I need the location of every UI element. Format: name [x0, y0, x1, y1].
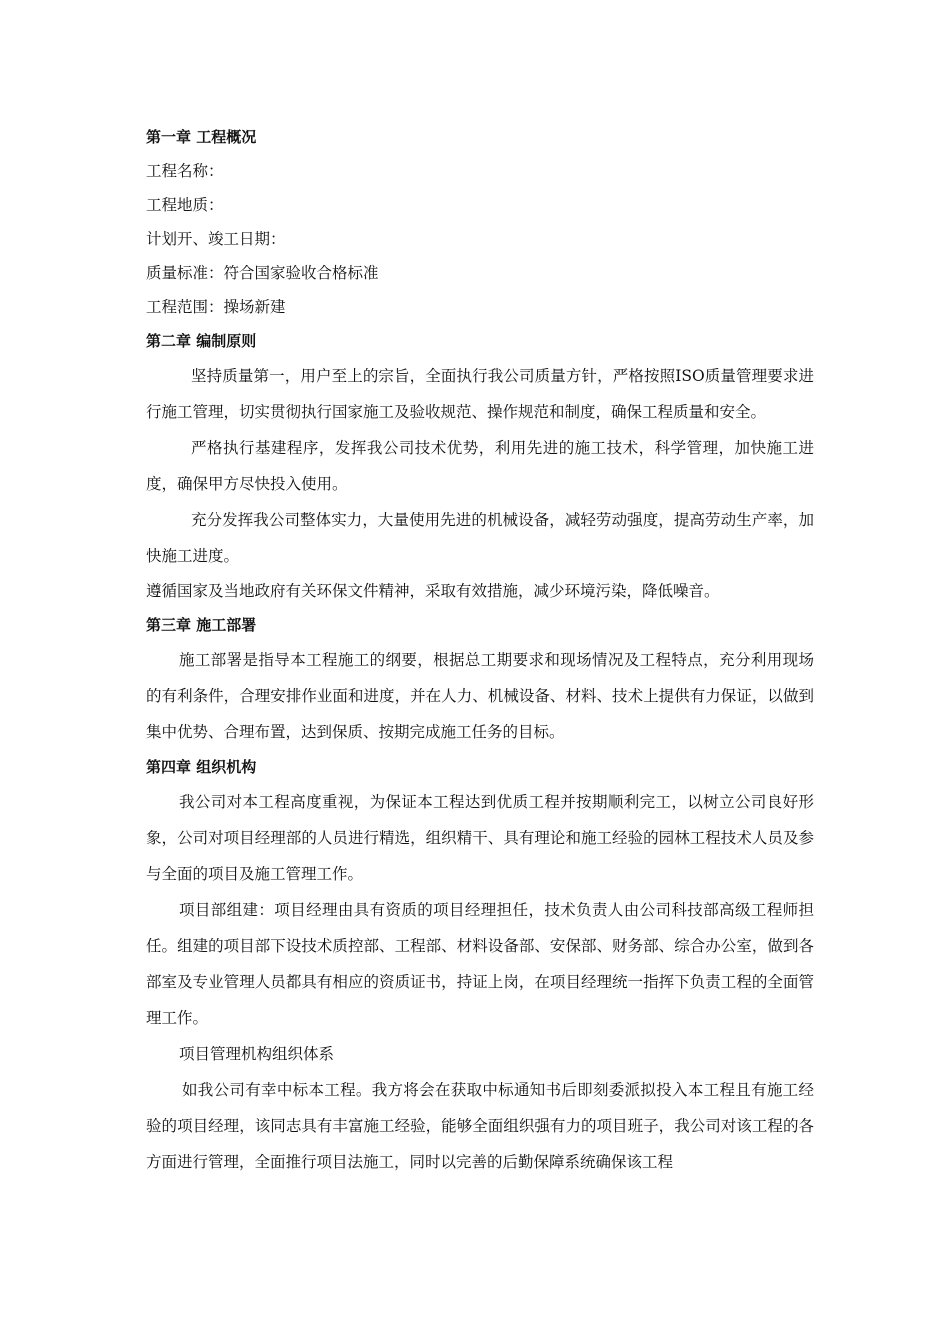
chapter4-title: 第四章 组织机构 [146, 758, 257, 776]
chapter1-title: 第一章 工程概况 [146, 128, 257, 146]
chapter4-subtitle: 项目管理机构组织体系 [179, 1045, 335, 1063]
field-quality: 质量标准：符合国家验收合格标准 [146, 264, 379, 282]
chapter4-closing-paragraph: 如我公司有幸中标本工程。我方将会在获取中标通知书后即刻委派拟投入本工程且有施工经验的项目经理，该同志具有丰富施工经验，能够全面组织强有力的项目班子，我公司对该工程的各方面进行管理，全面推行项目法施工，同时以完善的后勤保障系统确保该工程 [146, 1081, 814, 1171]
chapter2-paragraph-2: 严格执行基建程序，发挥我公司技术优势，利用先进的施工技术，科学管理，加快施工进度，确保甲方尽快投入使用。 [146, 439, 814, 493]
chapter2-title: 第二章 编制原则 [146, 332, 257, 350]
chapter2-paragraph-4: 遵循国家及当地政府有关环保文件精神，采取有效措施，减少环境污染，降低噪音。 [146, 582, 720, 600]
chapter3-paragraph-1: 施工部署是指导本工程施工的纲要，根据总工期要求和现场情况及工程特点，充分利用现场的有利条件，合理安排作业面和进度，并在人力、机械设备、材料、技术上提供有力保证，以做到集中优势、合理布置，达到保质、按期完成施工任务的目标。 [146, 651, 814, 741]
chapter4-paragraph-2: 项目部组建：项目经理由具有资质的项目经理担任，技术负责人由公司科技部高级工程师担任。组建的项目部下设技术质控部、工程部、材料设备部、安保部、财务部、综合办公室，做到各部室及专业管理人员都具有相应的资质证书，持证上岗，在项目经理统一指挥下负责工程的全面管理工作。 [146, 901, 814, 1027]
field-scope: 工程范围：操场新建 [146, 298, 286, 316]
field-schedule: 计划开、竣工日期： [146, 230, 286, 248]
chapter3-title: 第三章 施工部署 [146, 616, 257, 634]
chapter2-paragraph-1: 坚持质量第一，用户至上的宗旨，全面执行我公司质量方针，严格按照ISO质量管理要求进行施工管理，切实贯彻执行国家施工及验收规范、操作规范和制度，确保工程质量和安全。 [146, 367, 814, 421]
chapter4-paragraph-1: 我公司对本工程高度重视，为保证本工程达到优质工程并按期顺利完工，以树立公司良好形象，公司对项目经理部的人员进行精选，组织精干、具有理论和施工经验的园林工程技术人员及参与全面的项目及施工管理工作。 [146, 793, 814, 883]
field-project-name: 工程名称： [146, 162, 224, 180]
chapter2-paragraph-3: 充分发挥我公司整体实力，大量使用先进的机械设备，减轻劳动强度，提高劳动生产率，加快施工进度。 [146, 511, 814, 565]
document-page [146, 120, 814, 1180]
field-geology: 工程地质： [146, 196, 224, 214]
